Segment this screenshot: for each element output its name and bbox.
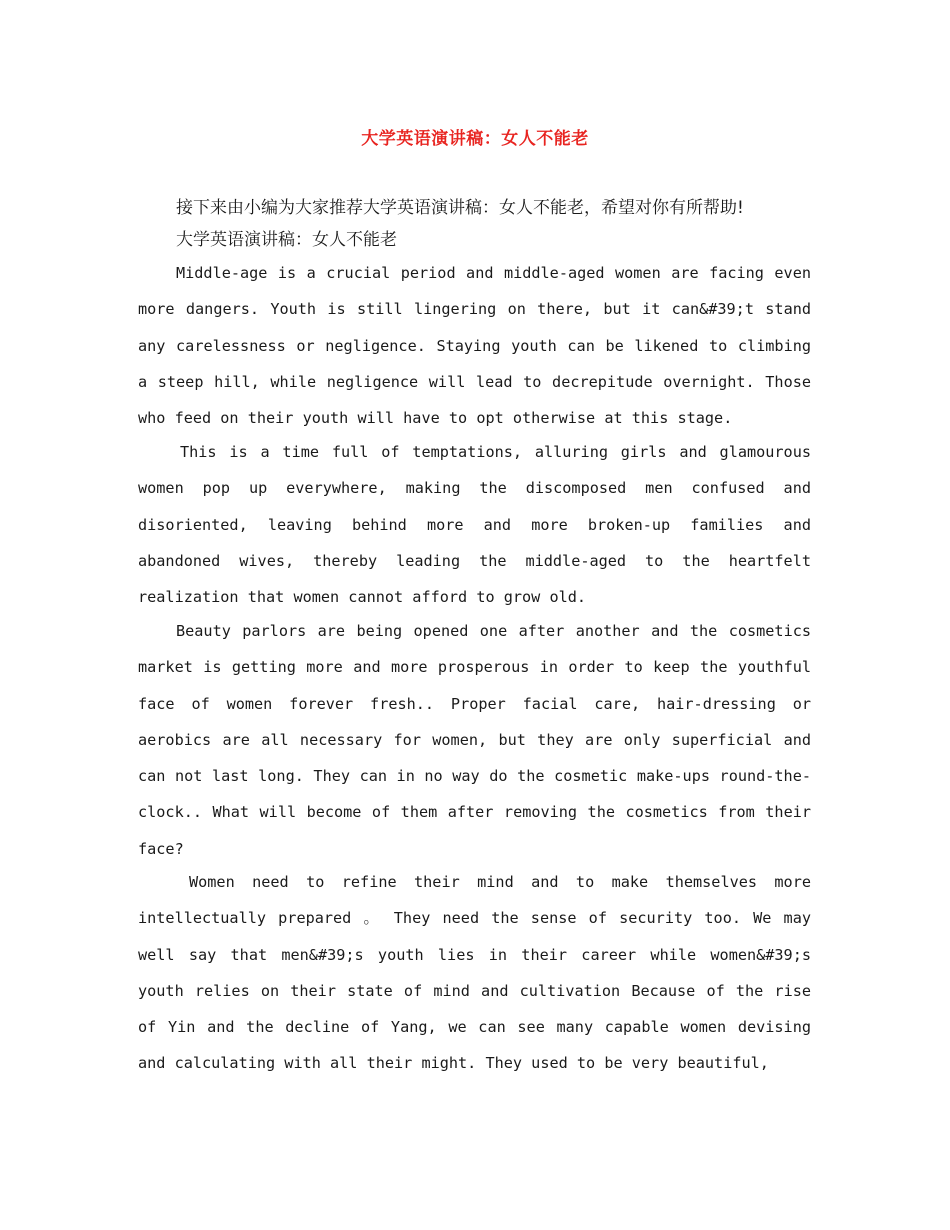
document-title: 大学英语演讲稿：女人不能老 bbox=[361, 129, 589, 149]
paragraph-4: Women need to refine their mind and to make themselves more intellectually prepared 。 They need the sense of security too. We may well say that men&#39;s youth lies in their career while women&#39;s youth relies on their state of mind and cultivation Because of the rise of Yin and the decline of Yang, we can see many capable women devising and calculating with all their might. They used to be very beautiful, bbox=[138, 873, 811, 1073]
paragraph-1: Middle-age is a crucial period and middle-aged women are facing even more dangers. Youth is still lingering on there, but it can&#39;t stand any carelessness or negligence. Staying youth can be likened to climbing a steep hill, while negligence will lead to decrepitude overnight. Those who feed on their youth will have to opt otherwise at this stage. bbox=[138, 264, 811, 428]
document-subtitle: 大学英语演讲稿：女人不能老 bbox=[176, 230, 397, 250]
intro-line: 接下来由小编为大家推荐大学英语演讲稿：女人不能老，希望对你有所帮助! bbox=[176, 198, 744, 218]
paragraph-3: Beauty parlors are being opened one after another and the cosmetics market is getting more and more prosperous in order to keep the youthful face of women forever fresh.. Proper facial care, hair-dressing or aerobics are all necessary for women, but they are only superficial and can not last long. They can in no way do the cosmetic make-ups round-the-clock.. What will become of them after removing the cosmetics from their face? bbox=[138, 622, 811, 858]
paragraph-2: This is a time full of temptations, alluring girls and glamourous women pop up everywhere, making the discomposed men confused and disoriented, leaving behind more and more broken-up families and abandoned wives, thereby leading the middle-aged to the heartfelt realization that women cannot afford to grow old. bbox=[138, 443, 811, 607]
